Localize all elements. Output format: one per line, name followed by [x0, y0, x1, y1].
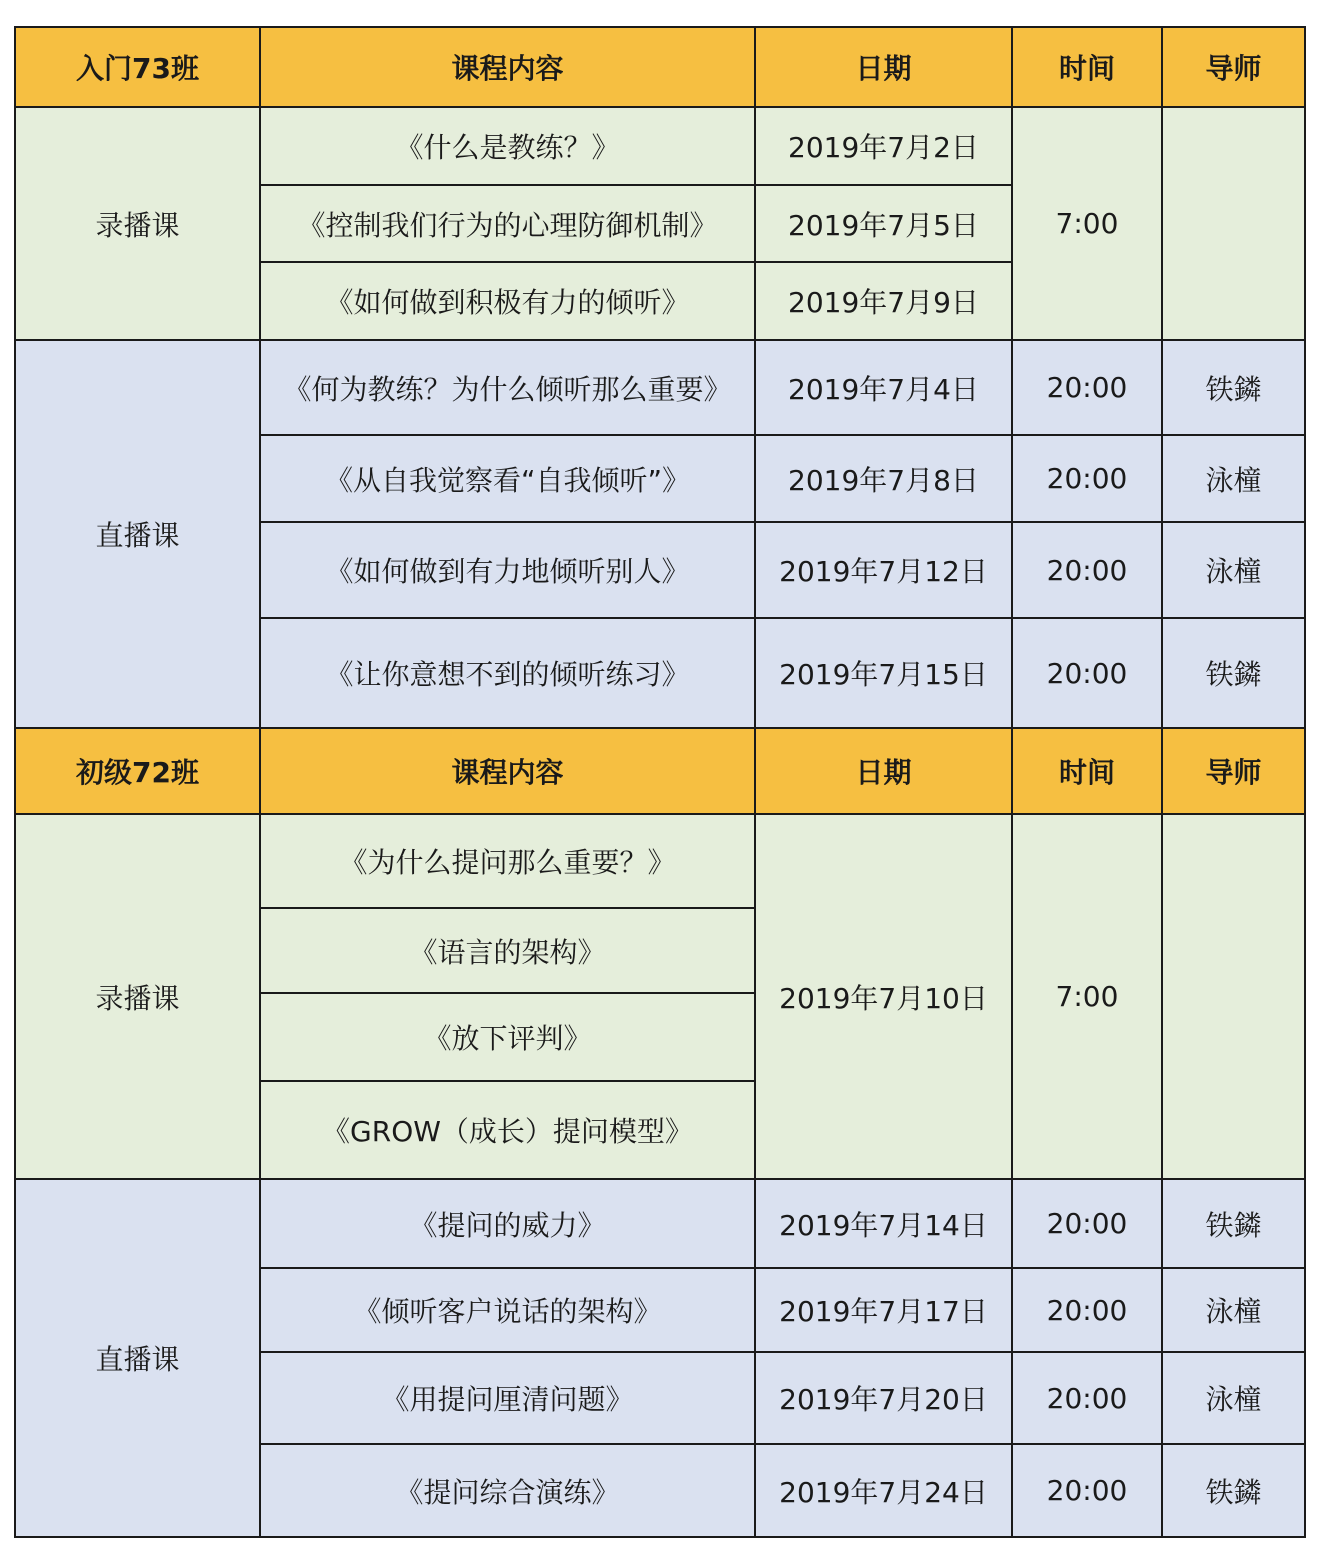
- teacher-column-header: 导师: [1162, 728, 1305, 814]
- course-time: 20:00: [1012, 1352, 1162, 1444]
- course-time: 20:00: [1012, 618, 1162, 728]
- course-title: 《何为教练？为什么倾听那么重要》: [260, 340, 755, 435]
- course-time: 7:00: [1012, 814, 1162, 1179]
- course-title: 《控制我们行为的心理防御机制》: [260, 185, 755, 262]
- course-date: 2019年7月5日: [755, 185, 1012, 262]
- course-title: 《什么是教练？》: [260, 107, 755, 185]
- class-name-header: 初级72班: [15, 728, 260, 814]
- course-title: 《如何做到积极有力的倾听》: [260, 262, 755, 340]
- course-title: 《从自我觉察看“自我倾听”》: [260, 435, 755, 522]
- course-time: 20:00: [1012, 1444, 1162, 1537]
- course-title: 《让你意想不到的倾听练习》: [260, 618, 755, 728]
- time-column-header: 时间: [1012, 728, 1162, 814]
- course-time: 20:00: [1012, 522, 1162, 618]
- course-column-header: 课程内容: [260, 27, 755, 107]
- course-teacher: 铁鏻: [1162, 1444, 1305, 1537]
- course-date: 2019年7月4日: [755, 340, 1012, 435]
- course-teacher: 铁鏻: [1162, 1179, 1305, 1268]
- course-date: 2019年7月17日: [755, 1268, 1012, 1352]
- class-name-header: 入门73班: [15, 27, 260, 107]
- table-row: [15, 107, 1305, 185]
- course-column-header: 课程内容: [260, 728, 755, 814]
- course-title: 《提问的威力》: [260, 1179, 755, 1268]
- course-time: 7:00: [1012, 107, 1162, 340]
- course-teacher: 泳橦: [1162, 522, 1305, 618]
- course-date: 2019年7月9日: [755, 262, 1012, 340]
- recorded-label: 录播课: [15, 107, 260, 340]
- course-title: 《为什么提问那么重要？》: [260, 814, 755, 908]
- table-row: [15, 340, 1305, 435]
- course-date: 2019年7月24日: [755, 1444, 1012, 1537]
- section-header-row: [15, 27, 1305, 107]
- table-row: [15, 1179, 1305, 1268]
- course-date: 2019年7月10日: [755, 814, 1012, 1179]
- live-label: 直播课: [15, 1179, 260, 1537]
- course-title: 《用提问厘清问题》: [260, 1352, 755, 1444]
- course-schedule-table: [14, 26, 1306, 1538]
- course-date: 2019年7月12日: [755, 522, 1012, 618]
- course-teacher: 铁鏻: [1162, 618, 1305, 728]
- recorded-label: 录播课: [15, 814, 260, 1179]
- time-column-header: 时间: [1012, 27, 1162, 107]
- course-title: 《GROW（成长）提问模型》: [260, 1081, 755, 1179]
- date-column-header: 日期: [755, 27, 1012, 107]
- course-time: 20:00: [1012, 340, 1162, 435]
- section-header-row: [15, 728, 1305, 814]
- course-teacher: 泳橦: [1162, 1268, 1305, 1352]
- course-date: 2019年7月8日: [755, 435, 1012, 522]
- course-date: 2019年7月2日: [755, 107, 1012, 185]
- course-title: 《放下评判》: [260, 993, 755, 1081]
- course-date: 2019年7月14日: [755, 1179, 1012, 1268]
- course-date: 2019年7月15日: [755, 618, 1012, 728]
- course-title: 《语言的架构》: [260, 908, 755, 993]
- course-title: 《倾听客户说话的架构》: [260, 1268, 755, 1352]
- live-label: 直播课: [15, 340, 260, 728]
- course-title: 《提问综合演练》: [260, 1444, 755, 1537]
- course-teacher: [1162, 814, 1305, 1179]
- course-teacher: 泳橦: [1162, 435, 1305, 522]
- course-time: 20:00: [1012, 435, 1162, 522]
- course-date: 2019年7月20日: [755, 1352, 1012, 1444]
- course-teacher: 泳橦: [1162, 1352, 1305, 1444]
- course-teacher: 铁鏻: [1162, 340, 1305, 435]
- course-teacher: [1162, 107, 1305, 340]
- teacher-column-header: 导师: [1162, 27, 1305, 107]
- course-time: 20:00: [1012, 1179, 1162, 1268]
- table-row: [15, 814, 1305, 908]
- course-time: 20:00: [1012, 1268, 1162, 1352]
- course-title: 《如何做到有力地倾听别人》: [260, 522, 755, 618]
- date-column-header: 日期: [755, 728, 1012, 814]
